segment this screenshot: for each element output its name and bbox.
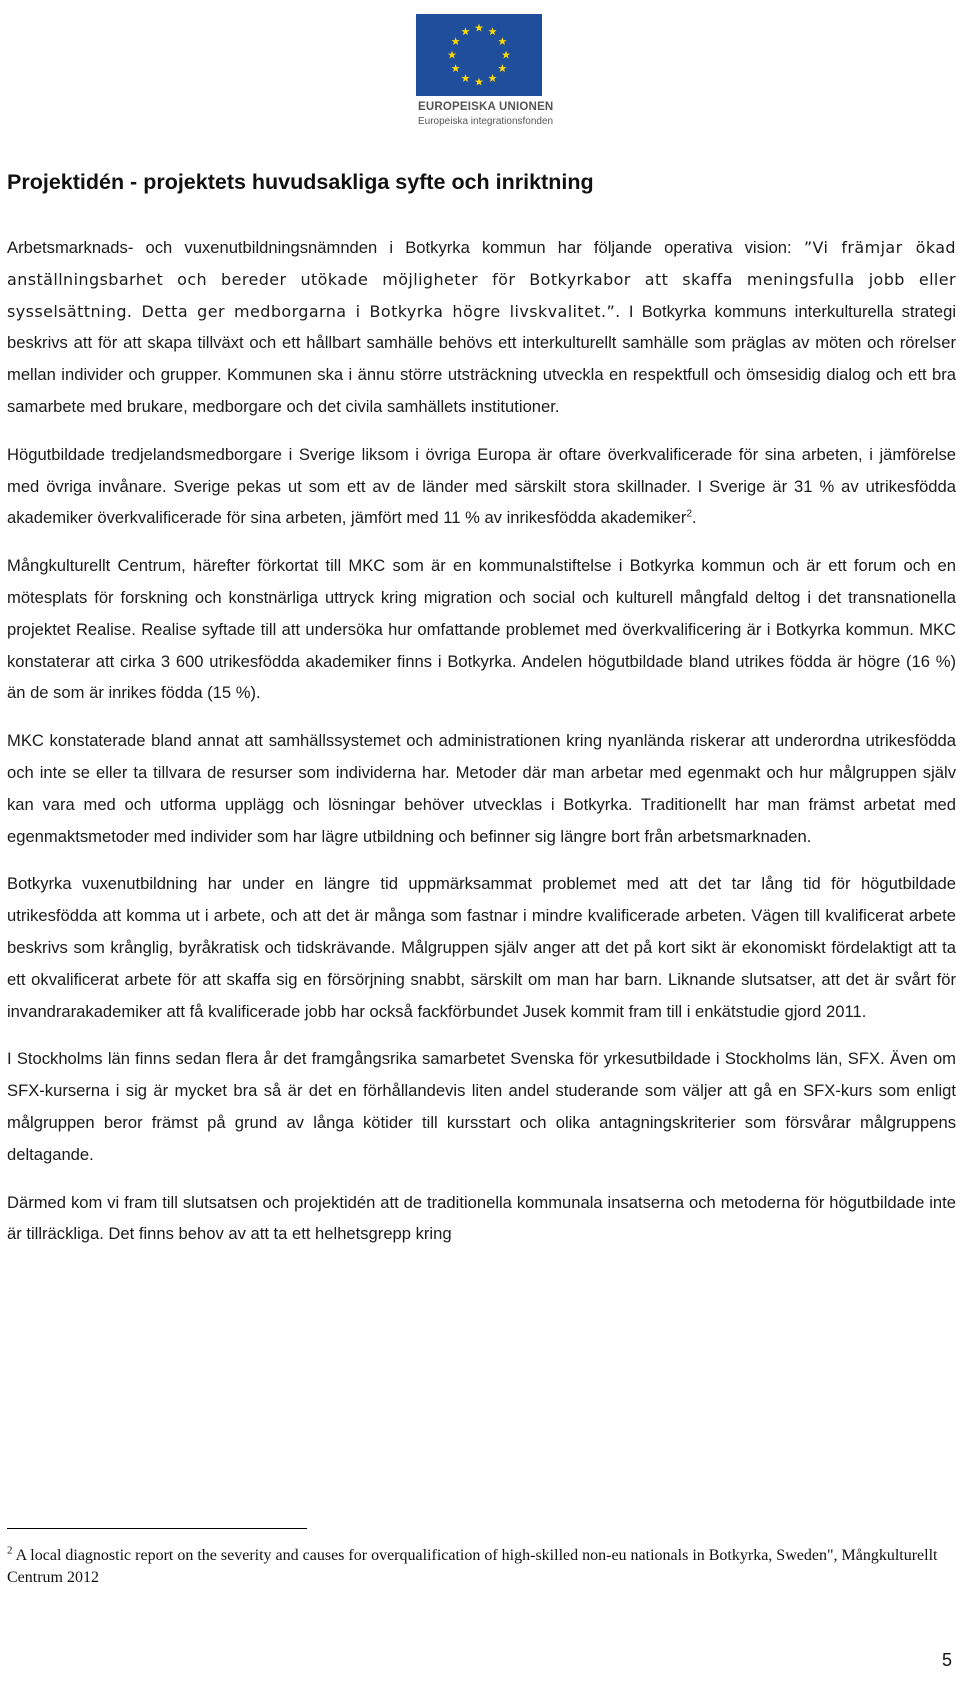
page-number: 5: [941, 1650, 952, 1670]
paragraph-adult-education: Botkyrka vuxenutbildning har under en längre tid uppmärksammat problemet med att det tar lång tid för högutbildade utrikesfödda att komma ut i arbete, och att det är många som fastnar i mindre kvalificerade arbeten. Vägen till kvalificerat arbete beskrivs som krånglig, byråkratisk och tidskrävande. Målgruppen själv anger att det på kort sikt är ekonomiskt fördelaktigt att ta ett okvalificerat arbete för att skaffa sig en försörjning snabbt, särskilt om man har barn. Liknande slutsatser, att det är svårt för invandrarakademiker att få kvalificerade jobb har också fackförbundet Jusek kommit fram till i enkätstudie gjord 2011.: [7, 874, 956, 1021]
paragraph-mkc: Mångkulturellt Centrum, härefter förkortat till MKC som är en kommunalstiftelse i Botkyrka kommun och är ett forum och en mötesplats för forskning och konstnärliga uttryck kring migration och social och kulturell mångfald deltog i det transnationella projektet Realise. Realise syftade till att undersöka hur omfattande problemet med överkvalificering är i Botkyrka kommun. MKC konstaterar att cirka 3 600 utrikesfödda akademiker finns i Botkyrka. Andelen högutbildade bland utrikes födda är högre (16 %) än de som är inrikes födda (15 %).: [7, 556, 956, 703]
eu-flag-graphic: [416, 14, 542, 96]
paragraph-overqualification-end: .: [692, 508, 697, 528]
paragraph-sfx: I Stockholms län finns sedan flera år det framgångsrika samarbetet Svenska för yrkesutbildade i Stockholms län, SFX. Även om SFX-kurserna i sig är mycket bra så är det en förhållandevis liten andel studerande som väljer att gå en SFX-kurs som enligt målgruppen beror främst på grund av långa kötider till kursstart och olika antagningskriterier som försvårar målgruppens deltagande.: [7, 1049, 956, 1164]
document-body: [7, 232, 956, 1266]
paragraph-vision-quote: ”Vi främjar ökad anställningsbarhet och bereder utökade möjligheter för Botkyrkabor att skaffa meningsfulla jobb eller sysselsättning. Detta ger medborgarna i Botkyrka högre livskvalitet.”.: [7, 238, 956, 321]
paragraph-mkc-findings: MKC konstaterade bland annat att samhällssystemet och administrationen kring nyanlända riskerar att underordna utrikesfödda och inte se eller ta tillvara de resurser som individerna har. Metoder där man arbetar med egenmakt och hur målgruppen själv kan vara med och utforma upplägg och lösningar behöver utvecklas i Botkyrka. Traditionellt har man främst arbetat med egenmaktsmetoder med individer som har lägre utbildning och befinner sig längre bort från arbetsmarknaden.: [7, 731, 956, 846]
paragraph-overqualification: [7, 439, 956, 534]
footnote-text: A local diagnostic report on the severity and causes for overqualification of high-skilled non-eu nationals in Botkyrka, Sweden", Mångkulturellt Centrum 2012: [7, 1547, 938, 1586]
paragraph-vision: [7, 232, 956, 423]
footnote-reference: 2: [686, 508, 692, 520]
logo-title: EUROPEISKA UNIONEN: [418, 101, 554, 113]
paragraph-conclusion: Därmed kom vi fram till slutsatsen och projektidén att de traditionella kommunala insatserna och metoderna för högutbildade inte är tillräckliga. Det finns behov av att ta ett helhetsgrepp kring: [7, 1192, 956, 1244]
eu-logo: [416, 14, 554, 130]
paragraph-vision-strategy: I Botkyrka kommuns interkulturella strategi beskrivs att för att skapa tillväxt och ett hållbart samhälle behövs ett interkulturellt samhälle som präglas av möten och rörelser mellan individer och grupper. Kommunen ska i ännu större utsträckning utveckla en respektfull och ömsesidig dialog och ett bra samarbete med brukare, medborgare och det civila samhällets institutioner.: [7, 301, 957, 416]
page-heading: Projektidén - projektets huvudsakliga syfte och inriktning: [7, 170, 594, 194]
footnote-marker: 2: [7, 1544, 13, 1557]
paragraph-overqualification-text: Högutbildade tredjelandsmedborgare i Sverige liksom i övriga Europa är oftare överkvalificerade för sina arbeten, i jämförelse med övriga invånare. Sverige pekas ut som ett av de länder med särskilt stora skillnader. I Sverige är 31 % av utrikesfödda akademiker överkvalificerade för sina arbeten, jämfört med 11 % av inrikesfödda akademiker: [7, 444, 956, 528]
footnote: [7, 1545, 947, 1589]
footnote-divider: [7, 1528, 307, 1529]
paragraph-vision-intro: Arbetsmarknads- och vuxenutbildningsnämnden i Botkyrka kommun har följande operativa vision:: [7, 238, 804, 257]
logo-subtitle: Europeiska integrationsfonden: [418, 116, 554, 127]
eu-flag-icon: [416, 14, 542, 96]
